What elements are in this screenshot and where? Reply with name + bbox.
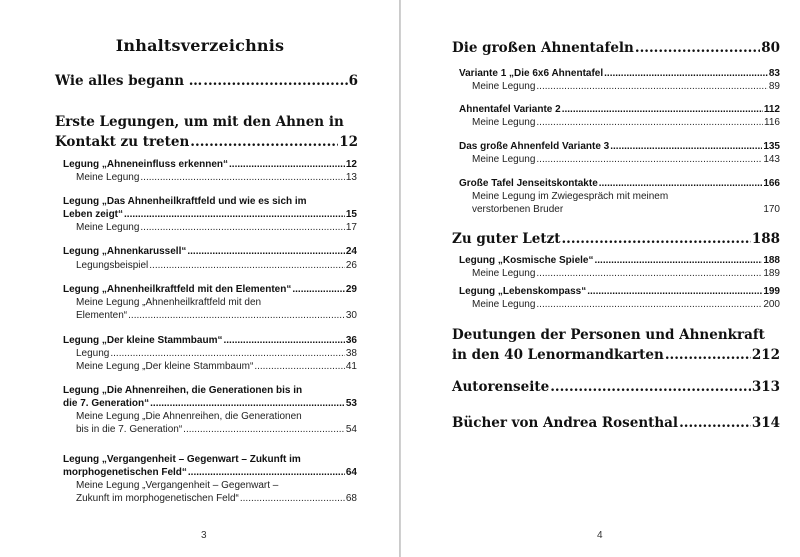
toc-entry-text: Meine Legung bbox=[472, 117, 536, 128]
toc-leader bbox=[203, 71, 347, 91]
page-title: Inhaltsverzeichnis bbox=[115, 36, 285, 55]
toc-page-number: 26 bbox=[345, 260, 357, 271]
toc-page-number: 24 bbox=[345, 246, 357, 257]
toc-page-number: 12 bbox=[339, 134, 358, 150]
toc-page-number: 314 bbox=[751, 415, 780, 431]
toc-leader bbox=[587, 285, 762, 298]
toc-section-stammbaum[interactable] bbox=[63, 334, 357, 347]
toc-section-vergangenheit[interactable] bbox=[63, 453, 357, 479]
toc-subentry[interactable] bbox=[76, 479, 357, 505]
toc-entry-text-line2: Leben zeigt“ bbox=[63, 209, 124, 220]
toc-entry-text-line1: Legung „Vergangenheit – Gegenwart – Zukunft im bbox=[63, 454, 301, 465]
toc-entry-text: Legung „Ahnenkarussell“ bbox=[63, 246, 187, 257]
toc-entry-text-line1: Meine Legung „Vergangenheit – Gegenwart – bbox=[76, 480, 279, 491]
toc-leader bbox=[536, 267, 762, 280]
toc-leader bbox=[610, 140, 762, 153]
toc-entry-text-line1: Deutungen der Personen und Ahnenkraft bbox=[452, 327, 765, 343]
toc-page-number: 53 bbox=[345, 398, 357, 409]
toc-leader bbox=[140, 171, 344, 184]
toc-entry-text: Legung „Der kleine Stammbaum“ bbox=[63, 335, 223, 346]
toc-leader bbox=[128, 309, 345, 322]
toc-chapter-autorenseite[interactable] bbox=[452, 377, 780, 397]
toc-subentry[interactable] bbox=[76, 347, 357, 360]
toc-leader bbox=[124, 208, 345, 221]
toc-chapter-buecher[interactable] bbox=[452, 413, 780, 433]
toc-leader bbox=[599, 177, 763, 190]
toc-section-variante-3[interactable] bbox=[459, 140, 780, 153]
toc-section-elementen[interactable] bbox=[63, 283, 357, 296]
toc-entry-text-line2: Elementen“ bbox=[76, 310, 128, 321]
toc-leader bbox=[536, 298, 762, 311]
toc-entry-text: Legung „Ahnenheilkraftfeld mit den Elementen“ bbox=[63, 284, 292, 295]
toc-leader bbox=[292, 283, 345, 296]
toc-leader bbox=[550, 377, 751, 397]
toc-leader bbox=[229, 158, 345, 171]
toc-page-number: 17 bbox=[345, 222, 357, 233]
toc-entry-text: Große Tafel Jenseitskontakte bbox=[459, 178, 598, 189]
toc-leader bbox=[149, 259, 345, 272]
toc-leader bbox=[110, 347, 345, 360]
toc-leader bbox=[536, 153, 762, 166]
toc-leader bbox=[183, 423, 345, 436]
toc-chapter-erste-legungen[interactable] bbox=[55, 112, 358, 152]
toc-leader bbox=[604, 67, 768, 80]
toc-section-ahnenreihen[interactable] bbox=[63, 384, 357, 410]
toc-leader bbox=[562, 103, 763, 116]
toc-page-number: 89 bbox=[768, 81, 780, 92]
toc-leader bbox=[150, 397, 345, 410]
toc-section-lebenskompass[interactable] bbox=[459, 285, 780, 298]
toc-page-number: 30 bbox=[345, 310, 357, 321]
toc-page-number: 199 bbox=[763, 286, 780, 297]
toc-entry-text: Das große Ahnenfeld Variante 3 bbox=[459, 141, 610, 152]
toc-page-number: 41 bbox=[345, 361, 357, 372]
toc-section-ahneneinfluss[interactable] bbox=[63, 158, 357, 171]
toc-leader bbox=[187, 245, 345, 258]
toc-subentry[interactable] bbox=[472, 116, 780, 129]
toc-entry-text-line2: bis in die 7. Generation“ bbox=[76, 424, 183, 435]
toc-page-number: 212 bbox=[751, 347, 780, 363]
toc-page-number: 80 bbox=[761, 40, 780, 56]
toc-leader bbox=[635, 38, 760, 58]
toc-page-number: 64 bbox=[345, 467, 357, 478]
toc-entry-text-line2: in den 40 Lenormandkarten bbox=[452, 347, 664, 363]
toc-subentry[interactable] bbox=[472, 153, 780, 166]
toc-entry-text-line2: die 7. Generation“ bbox=[63, 398, 150, 409]
toc-entry-text-line1: Erste Legungen, um mit den Ahnen in bbox=[55, 114, 344, 130]
toc-entry-text-line1: Legung „Die Ahnenreihen, die Generationen bis in bbox=[63, 385, 303, 396]
page-number-left: 3 bbox=[201, 530, 207, 541]
toc-entry-text: Meine Legung bbox=[472, 268, 536, 279]
toc-page-number: 135 bbox=[763, 141, 780, 152]
toc-section-ahnenkarussell[interactable] bbox=[63, 245, 357, 258]
toc-entry-text: Meine Legung bbox=[472, 154, 536, 165]
toc-leader bbox=[594, 254, 762, 267]
toc-page-number: 112 bbox=[763, 104, 780, 115]
toc-section-kosmische-spiele[interactable] bbox=[459, 254, 780, 267]
toc-entry-text-line1: Meine Legung im Zwiegespräch mit meinem bbox=[472, 191, 669, 202]
toc-entry-text-line2: Kontakt zu treten bbox=[55, 134, 190, 150]
toc-subentry[interactable] bbox=[472, 80, 780, 93]
toc-entry-text-line2: verstorbenen Bruder bbox=[472, 204, 564, 215]
toc-page-number: 13 bbox=[345, 172, 357, 183]
toc-page-number: 188 bbox=[751, 231, 780, 247]
toc-page-number: 29 bbox=[345, 284, 357, 295]
toc-entry-text: Zu guter Letzt bbox=[452, 231, 561, 247]
toc-entry-text-line1: Legung „Das Ahnenheilkraftfeld und wie es sich im bbox=[63, 196, 307, 207]
toc-entry-text: Die großen Ahnentafeln bbox=[452, 40, 634, 56]
toc-entry-text: Meine Legung bbox=[76, 172, 140, 183]
toc-leader bbox=[188, 466, 345, 479]
toc-entry-text: Variante 1 „Die 6x6 Ahnentafel bbox=[459, 68, 604, 79]
toc-subentry[interactable] bbox=[76, 296, 357, 322]
toc-entry-text: Legung „Ahneneinfluss erkennen“ bbox=[63, 159, 229, 170]
toc-entry-text-line1: Meine Legung „Ahnenheilkraftfeld mit den bbox=[76, 297, 262, 308]
toc-page-number: 170 bbox=[763, 204, 780, 215]
toc-entry-text-line2: morphogenetischen Feld“ bbox=[63, 467, 187, 478]
toc-entry-text: Meine Legung „Der kleine Stammbaum“ bbox=[76, 361, 254, 372]
toc-page-number: 189 bbox=[763, 268, 780, 279]
toc-section-ahnenheilkraftfeld[interactable] bbox=[63, 195, 357, 221]
toc-leader bbox=[536, 80, 767, 93]
page-number-right: 4 bbox=[597, 530, 603, 541]
toc-leader bbox=[190, 132, 338, 152]
toc-entry-text-line2: Zukunft im morphogenetischen Feld“ bbox=[76, 493, 239, 504]
toc-page-number: 313 bbox=[751, 379, 780, 395]
toc-page-number: 54 bbox=[345, 424, 357, 435]
toc-section-jenseitskontakte[interactable] bbox=[459, 177, 780, 190]
toc-leader bbox=[536, 116, 763, 129]
toc-page-number: 12 bbox=[345, 159, 357, 170]
toc-chapter-deutungen[interactable] bbox=[452, 325, 780, 365]
toc-subentry[interactable] bbox=[472, 190, 780, 216]
toc-leader bbox=[561, 229, 750, 249]
toc-entry-text: Legung „Kosmische Spiele“ bbox=[459, 255, 594, 266]
toc-entry-text: Legung „Lebenskompass“ bbox=[459, 286, 587, 297]
toc-entry-text: Bücher von Andrea Rosenthal bbox=[452, 415, 679, 431]
toc-subentry[interactable] bbox=[76, 259, 357, 272]
toc-leader bbox=[223, 334, 344, 347]
toc-page-number: 15 bbox=[345, 209, 357, 220]
toc-page-number: 166 bbox=[763, 178, 780, 189]
toc-page-number: 188 bbox=[763, 255, 780, 266]
toc-entry-text: Meine Legung bbox=[76, 222, 140, 233]
toc-page-number: 143 bbox=[763, 154, 780, 165]
toc-section-variante-2[interactable] bbox=[459, 103, 780, 116]
toc-page-number: 36 bbox=[345, 335, 357, 346]
toc-page-number: 83 bbox=[768, 68, 780, 79]
toc-page-number: 6 bbox=[348, 73, 358, 89]
toc-page-number: 200 bbox=[763, 299, 780, 310]
toc-subentry[interactable] bbox=[472, 267, 780, 280]
toc-chapter-wie-alles-begann[interactable] bbox=[55, 71, 358, 91]
toc-subentry[interactable] bbox=[76, 171, 357, 184]
toc-leader bbox=[140, 221, 344, 234]
toc-leader bbox=[254, 360, 345, 373]
toc-subentry[interactable] bbox=[472, 298, 780, 311]
toc-entry-text: Wie alles begann … bbox=[55, 73, 203, 89]
toc-entry-text: Autorenseite bbox=[452, 379, 550, 395]
toc-page-number: 38 bbox=[345, 348, 357, 359]
toc-page-number: 68 bbox=[345, 493, 357, 504]
toc-entry-text: Meine Legung bbox=[472, 81, 536, 92]
toc-entry-text: Legungsbeispiel bbox=[76, 260, 149, 271]
toc-page-number: 116 bbox=[764, 117, 780, 128]
toc-section-variante-1[interactable] bbox=[459, 67, 780, 80]
toc-entry-text: Ahnentafel Variante 2 bbox=[459, 104, 561, 115]
toc-subentry[interactable] bbox=[76, 221, 357, 234]
toc-entry-text-line1: Meine Legung „Die Ahnenreihen, die Generationen bbox=[76, 411, 302, 422]
toc-entry-text: Legung bbox=[76, 348, 110, 359]
toc-leader bbox=[665, 345, 751, 365]
toc-subentry[interactable] bbox=[76, 360, 357, 373]
toc-leader bbox=[679, 413, 751, 433]
toc-chapter-ahnentafeln[interactable] bbox=[452, 38, 780, 58]
toc-leader bbox=[240, 492, 345, 505]
toc-entry-text: Meine Legung bbox=[472, 299, 536, 310]
toc-chapter-zu-guter-letzt[interactable] bbox=[452, 229, 780, 249]
toc-subentry[interactable] bbox=[76, 410, 357, 436]
